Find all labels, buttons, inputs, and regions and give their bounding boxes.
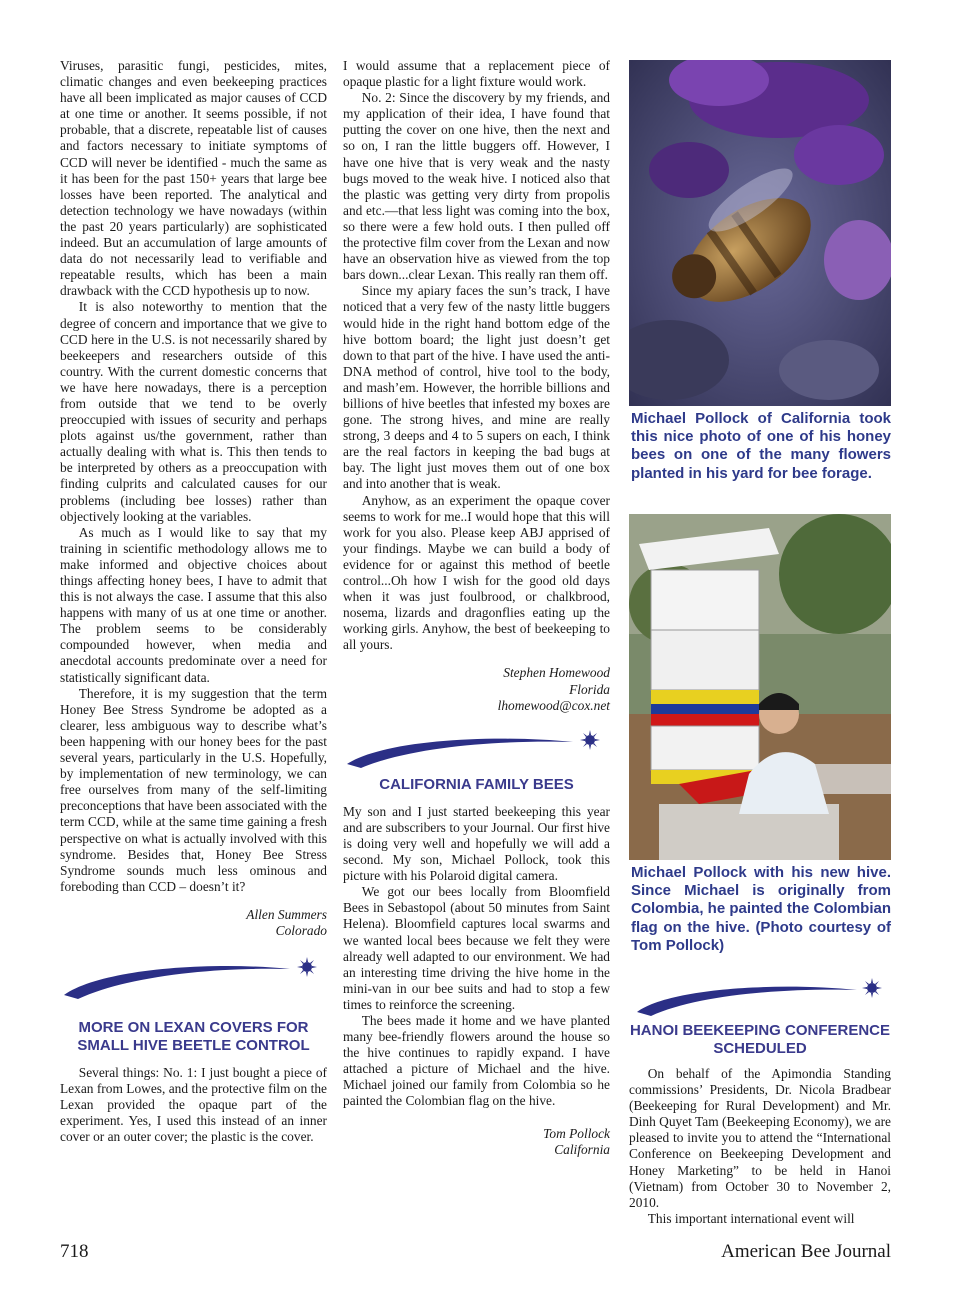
- signature-name: Stephen Homewood: [503, 665, 610, 681]
- swoosh-divider-icon: [60, 955, 327, 1001]
- signature: [60, 907, 327, 939]
- signature-place: Colorado: [275, 922, 327, 938]
- swoosh-divider-icon: [629, 978, 891, 1018]
- article-paragraph: Therefore, it is my suggestion that the term Honey Bee Stress Syndrome be adopted as a clearer, less ambiguous way to describe what’s been happening with our honey bees for the past several years, particularly in the U.S. Hopefully, by implementation of new terminology, we can free ourselves from many of the self-limiting preconceptions that have been associated with the term CCD, while at the same time gaining a fresh perspective on what is actually involved with this syndrome. Besides that, Honey Bee Stress Syndrome sounds much less ominous and foreboding than CCD – doesn’t it?: [60, 685, 327, 894]
- journal-name: American Bee Journal: [721, 1241, 891, 1262]
- column-1: [60, 58, 327, 1146]
- photo-caption: Michael Pollock of California took this nice photo of one of his honey bees on one of the many flowers planted in his yard for bee forage.: [631, 410, 891, 482]
- article-paragraph: This important international event will: [647, 1210, 855, 1226]
- bee-flower-photo: [629, 60, 891, 406]
- swoosh-divider-icon: [343, 730, 610, 770]
- article-paragraph: The bees made it home and we have planted many bee-friendly flowers around the house so the hive continues to rapidly expand. I have attached a picture of Michael and the hive. Michael joined our family from Colombia so he painted the Colombian flag on the hive.: [343, 1012, 610, 1109]
- article-paragraph: As much as I would like to say that my training in scientific methodology allows me to make informed and objective choices about things affecting honey bees, I have to admit that this is not always the case. I assume that this also happens with many of us at one time or another. The problem seems to be considerably compounded however, when media and anecdotal accounts predominate over a need for statistically significant data.: [60, 524, 327, 685]
- signature: [343, 665, 610, 713]
- article-paragraph: No. 2: Since the discovery by my friends, and my application of their idea, I have found that putting the cover on one hive, then the next and so on, I ran the little buggers off. However, I have one hive that is very weak and the nasty bugs moved to the weak hive. I noticed also that the plastic was getting very dirty from propolis and etc.—that less light was coming into the box, so there were a few hold outs. I then pulled off the protective film cover from the Lexan and now have an observation hive as viewed from the top bars down...clear Lexan. This really ran them off.: [343, 90, 610, 283]
- signature-name: Tom Pollock: [543, 1125, 610, 1141]
- section-heading: HANOI BEEKEEPING CONFERENCE SCHEDULED: [629, 1022, 891, 1057]
- signature: [343, 1126, 610, 1158]
- article-paragraph: It is also noteworthy to mention that the degree of concern and importance that we give to CCD here in the U.S. is not necessarily shared by beekeepers and researchers outside of this country. With the current domestic concerns that we have here nowadays, there is a perception from outside that we tend to be overly preoccupied with issues of security and perhaps plots against us/the government, rather than actually dealing with what is. This then tends to be interpreted by others as a preoccupation with finding culprits and calculated causes for our problems (including bee losses) rather than objectively looking at the variables.: [60, 299, 327, 524]
- article-paragraph: Anyhow, as an experiment the opaque cover seems to work for me..I would hope that this will work for you also. Please keep ABJ apprised of your findings. Maybe we can build a body of evidence for or against this method of beetle control...Oh how I wish for the good old days when it was just foulbrood, or chalkbrood, nosema, lizards and dragonflies eating up the working girls. Anyhow, the best of beekeeping to all yours.: [343, 492, 610, 653]
- article-paragraph: On behalf of the Apimondia Standing commissions’ Presidents, Dr. Nicola Bradbear (Beekeeping for Rural Development) and Mr. Dinh Quyet Tam (Beekeeping Economy), we are pleased to invite you to attend the “International Conference on Beekeeping Development and Honey Marketing” to be held in Hanoi (Vietnam) from October 30 to November 2, 2010.: [629, 1066, 891, 1210]
- signature-place: Florida: [569, 681, 610, 697]
- article-paragraph: Viruses, parasitic fungi, pesticides, mites, climatic changes and even beekeeping practices have all been implicated as major causes of CCD at one time or another. It seems possible, if not probable, that a discrete, repeatable list of causes and factors necessary to initiate symptoms of CCD will never be identified - much the same as it has been for the past 150+ years that large bee losses have been reported. The analytical and detection technology we have nowadays (within the past 20 years particularly) are sophisticated indeed. But an accumulation of large amounts of data do not necessarily lead to verifiable and repeatable results, which has been a main drawback with the CCD hypothesis up to now.: [60, 58, 327, 299]
- signature-email: lhomewood@cox.net: [497, 697, 610, 713]
- signature-name: Allen Summers: [246, 906, 327, 922]
- article-paragraph: My son and I just started beekeeping this year and are subscribers to your Journal. Our first hive is doing very well and hopefully we will add a second. My son, Michael Pollock, took this picture with his Polaroid digital camera.: [343, 803, 610, 884]
- signature-place: California: [554, 1141, 610, 1157]
- photo-caption: Michael Pollock with his new hive. Since Michael is originally from Colombia, he painted the Colombian flag on the hive. (Photo courtesy of Tom Pollock): [631, 864, 892, 954]
- page-number: 718: [60, 1241, 89, 1262]
- article-paragraph: Since my apiary faces the sun’s track, I have noticed that a very few of the nasty little buggers would hide in the right hand bottom edge of the hive bottom board; the light just doesn’t get down to that part of the hive. I have used the anti-DNA method of control, hive tool to the body, and mash’em. However, the horrible billions and billions of hive beetles that infested my boxes are gone. The strong hives, and mine are really strong, 3 deeps and 4 to 5 supers on each, I think are the real factors in keeping the bad bugs at bay. The light just moves them out of one box and into another that is weak.: [343, 283, 610, 492]
- section-heading: MORE ON LEXAN COVERS FOR SMALL HIVE BEETLE CONTROL: [77, 1019, 310, 1055]
- section-heading: CALIFORNIA FAMILY BEES: [379, 775, 574, 793]
- article-paragraph: I would assume that a replacement piece of opaque plastic for a light fixture would work.: [343, 58, 610, 90]
- article-paragraph: We got our bees locally from Bloomfield Bees in Sebastopol (about 50 minutes from Saint Helena). Bloomfield captures local swarms and we wanted local bees because we felt they were already well adapted to our environment. We had an interesting time driving the hive home in the mini-van in our bee suits and had to stop a few times to reinforce the screening.: [343, 884, 610, 1012]
- boy-hive-photo: [629, 514, 891, 860]
- column-2: [343, 58, 610, 1158]
- article-paragraph: Several things: No. 1: I just bought a piece of Lexan from Lowes, and the protective film on the Lexan provided the opaque part of the experiment. Yes, I used this instead of an inner cover or an outer cover; the plastic is the cover.: [60, 1065, 327, 1145]
- column-3-article: [629, 978, 891, 1227]
